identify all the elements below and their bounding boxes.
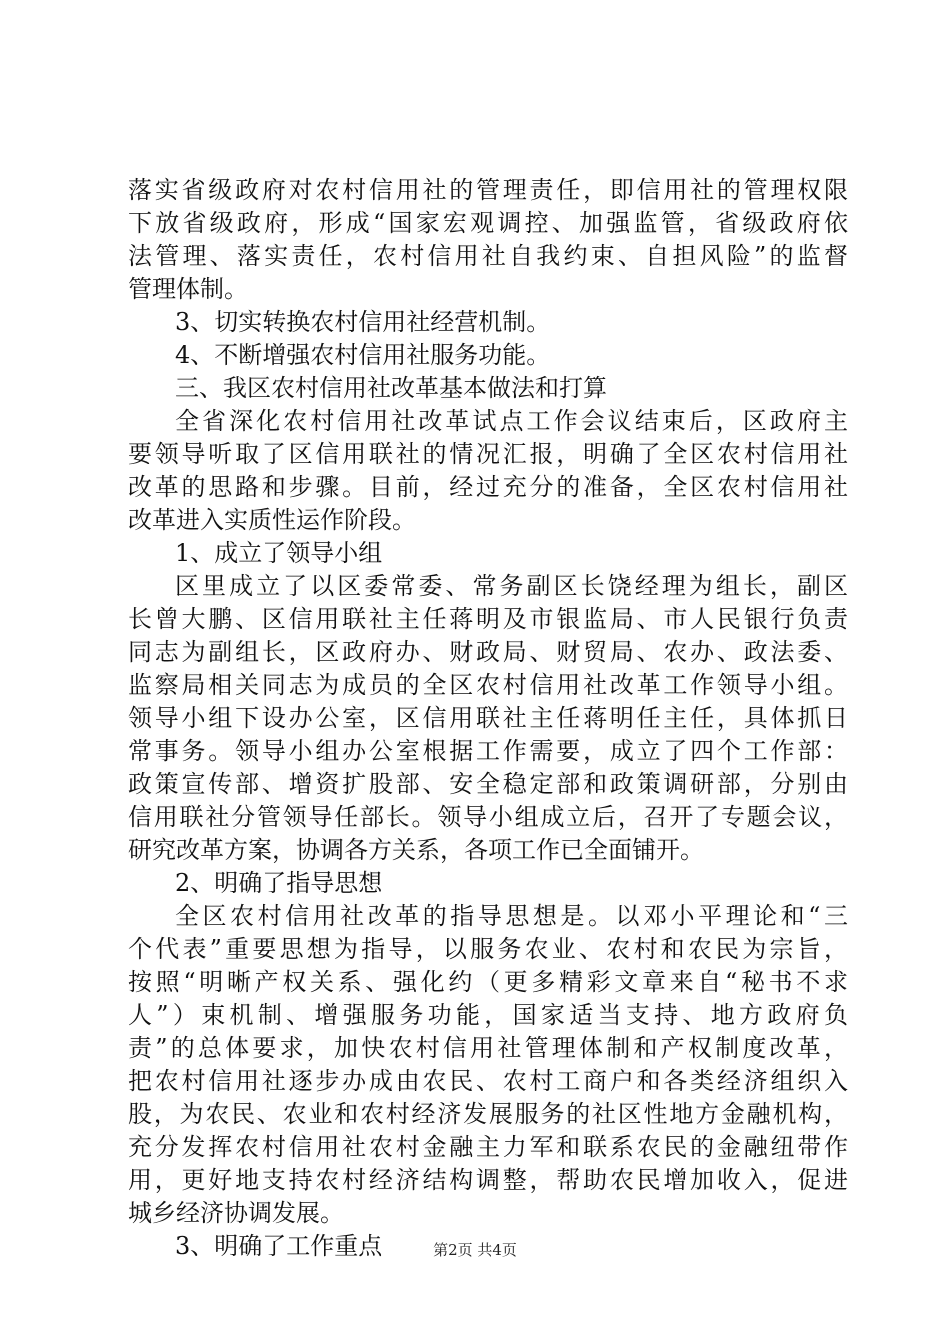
text-line: 个代表”重要思想为指导，以服务农业、农村和农民为宗旨， — [128, 935, 848, 963]
text-line: 3、明确了工作重点 — [175, 1232, 383, 1260]
text-line: 下放省级政府，形成“国家宏观调控、加强监管，省级政府依 — [128, 209, 848, 237]
text-line: 要领导听取了区信用联社的情况汇报，明确了全区农村信用社 — [128, 440, 848, 468]
text-line: 按照“明晰产权关系、强化约（更多精彩文章来自“秘书不求 — [128, 968, 848, 996]
text-line: 4、不断增强农村信用社服务功能。 — [175, 341, 551, 369]
text-line: 管理体制。 — [128, 275, 248, 303]
text-line: 落实省级政府对农村信用社的管理责任，即信用社的管理权限 — [128, 176, 848, 204]
text-line: 长曾大鹏、区信用联社主任蒋明及市银监局、市人民银行负责 — [128, 605, 848, 633]
page-footer: 第2页 共4页 — [433, 1241, 517, 1259]
text-line: 常事务。领导小组办公室根据工作需要，成立了四个工作部： — [128, 737, 848, 765]
text-line: 全区农村信用社改革的指导思想是。以邓小平理论和“三 — [175, 902, 848, 930]
text-line: 责”的总体要求，加快农村信用社管理体制和产权制度改革， — [128, 1034, 848, 1062]
text-line: 人”）束机制、增强服务功能，国家适当支持、地方政府负 — [128, 1001, 848, 1029]
text-line: 信用联社分管领导任部长。领导小组成立后，召开了专题会议， — [128, 803, 848, 831]
text-line: 把农村信用社逐步办成由农民、农村工商户和各类经济组织入 — [128, 1067, 848, 1095]
text-line: 3、切实转换农村信用社经营机制。 — [175, 308, 551, 336]
text-line: 研究改革方案，协调各方关系，各项工作已全面铺开。 — [128, 836, 704, 864]
text-line: 1、成立了领导小组 — [175, 539, 383, 567]
text-line: 领导小组下设办公室，区信用联社主任蒋明任主任，具体抓日 — [128, 704, 848, 732]
text-line: 全省深化农村信用社改革试点工作会议结束后，区政府主 — [175, 407, 848, 435]
text-line: 三、我区农村信用社改革基本做法和打算 — [175, 374, 607, 402]
text-line: 同志为副组长，区政府办、财政局、财贸局、农办、政法委、 — [128, 638, 848, 666]
text-line: 城乡经济协调发展。 — [128, 1199, 344, 1227]
text-line: 股，为农民、农业和农村经济发展服务的社区性地方金融机构， — [128, 1100, 848, 1128]
text-line: 改革进入实质性运作阶段。 — [128, 506, 416, 534]
text-line: 改革的思路和步骤。目前，经过充分的准备，全区农村信用社 — [128, 473, 848, 501]
text-line: 政策宣传部、增资扩股部、安全稳定部和政策调研部，分别由 — [128, 770, 848, 798]
text-line: 充分发挥农村信用社农村金融主力军和联系农民的金融纽带作 — [128, 1133, 848, 1161]
document-body — [128, 174, 848, 1263]
text-line: 监察局相关同志为成员的全区农村信用社改革工作领导小组。 — [128, 671, 848, 699]
text-line: 法管理、落实责任，农村信用社自我约束、自担风险”的监督 — [128, 242, 848, 270]
text-line: 用，更好地支持农村经济结构调整，帮助农民增加收入，促进 — [128, 1166, 848, 1194]
text-line: 区里成立了以区委常委、常务副区长饶经理为组长，副区 — [175, 572, 848, 600]
text-line: 2、明确了指导思想 — [175, 869, 383, 897]
